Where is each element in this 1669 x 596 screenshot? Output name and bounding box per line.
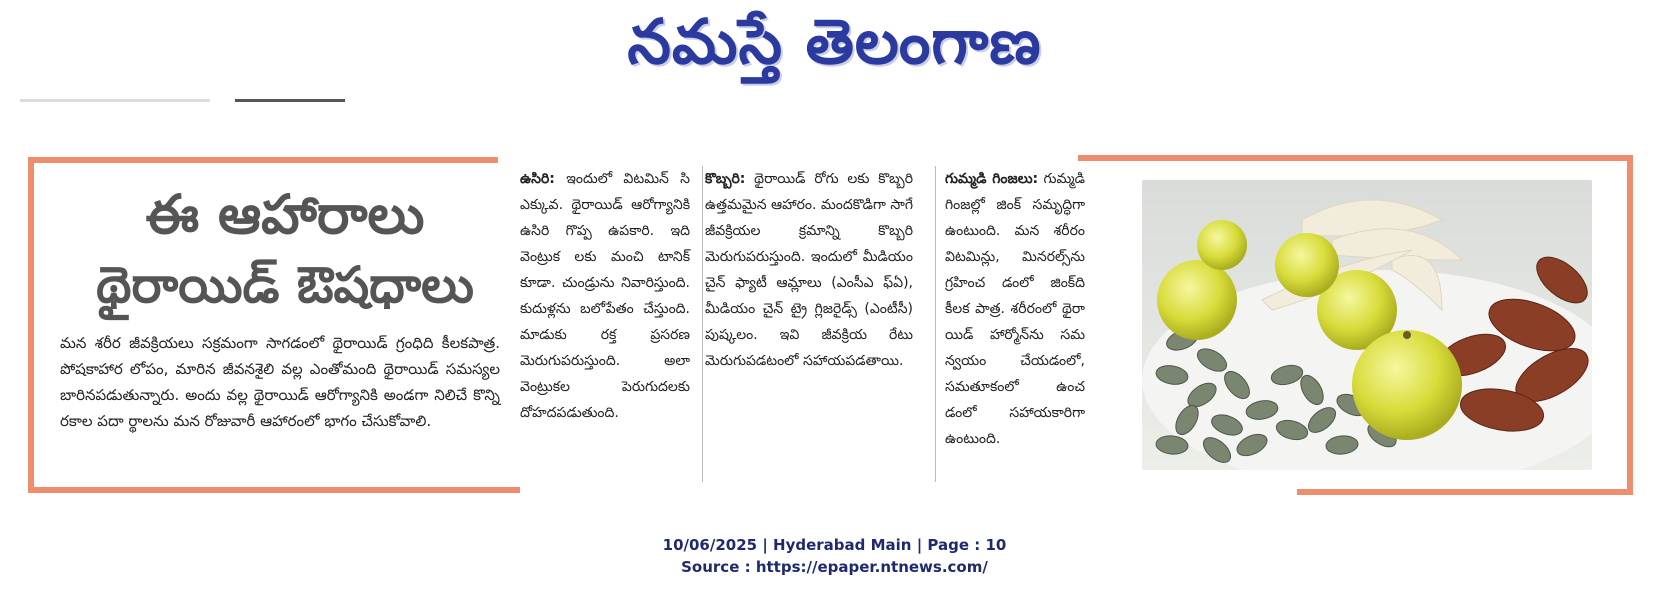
headline-line-2: థైరాయిడ్ ఔషధాలు — [96, 256, 474, 314]
frame-border-bottom-left — [28, 487, 520, 493]
frame-border-right — [1627, 155, 1633, 495]
column-amla-heading: ఉసిరి: — [520, 171, 555, 187]
cropped-text-strip — [20, 96, 1640, 106]
frame-border-bottom-right — [1297, 489, 1633, 495]
column-divider — [702, 166, 703, 482]
column-coconut-body: థైరాయిడ్ రోగు లకు కొబ్బరి ఉత్తమమైన ఆహారం. మందకొడిగా సాగే జీవక్రియల క్రమాన్ని కొబ్బరి మెరుగుపరుస్తుంది. ఇందులో మీడియం చైన్ ఫ్యాటీ ఆమ్లాలు (ఎంసీఎ ఫ్ఏ), మీడియం చైన్ ట్రై గ్లిజరైడ్స్ (ఎంటీసీ) పుష్కలం. ఇవి జీవక్రియ రేటు మెరుగుపడటంలో సహాయపడతాయి. — [705, 171, 913, 369]
column-amla-body: ఇందులో విటమిన్ సి ఎక్కువ. థైరాయిడ్ ఆరోగ్యానికి ఉసిరి గొప్ప ఉపకారి. ఇది వెంట్రుక లకు మంచి టానిక్ కూడా. చుండ్రును నివారిస్తుంది. కుదుళ్లను బలోపేతం చేస్తుంది. మాడుకు రక్త ప్రసరణ మెరుగుపరుస్తుంది. అలా వెంట్రుకల పెరుగుదలకు దోహదపడుతుంది. — [520, 171, 690, 421]
column-pumpkin-seeds — [945, 166, 1085, 452]
column-coconut-heading: కొబ్బరి: — [705, 171, 746, 187]
frame-border-top-left — [28, 157, 498, 163]
column-coconut — [705, 166, 913, 374]
column-pumpkin-seeds-heading: గుమ్మడి గింజలు: — [945, 171, 1039, 187]
frame-border-top-right — [1078, 155, 1633, 161]
article-headline — [60, 180, 510, 320]
footer-edition-info: 10/06/2025 | Hyderabad Main | Page : 10 — [662, 536, 1007, 554]
masthead-title: నమస్తే తెలంగాణ — [627, 5, 1042, 78]
column-divider — [935, 166, 936, 482]
column-amla — [520, 166, 690, 426]
headline-line-1: ఈ ఆహారాలు — [145, 183, 425, 246]
masthead — [0, 0, 1669, 90]
footer-source: Source : https://epaper.ntnews.com/ — [681, 558, 988, 576]
column-pumpkin-seeds-body: గుమ్మడి గింజల్లో జింక్ సమృద్ధిగా ఉంటుంది. మన శరీరం విటమిన్లు, మినరల్స్‌ను గ్రహించ డంలో జింక్‌ది కీలక పాత్ర. శరీరంలో థైరా యిడ్ హార్మోన్‌ను సమ న్వయం చేయడంలో, సమతూకంలో ఉంచ డంలో సహాయకారిగా ఉంటుంది. — [945, 171, 1085, 447]
article-intro: మన శరీర జీవక్రియలు సక్రమంగా సాగడంలో థైరాయిడ్ గ్రంధిది కీలకపాత్ర. పోషకాహార లోపం, మారిన జీవనశైలి వల్ల ఎంతోమంది థైరాయిడ్ సమస్యల బారినపడుతున్నారు. అందు వల్ల థైరాయిడ్ ఆరోగ్యానికి అండగా నిలిచే కొన్ని రకాల పదా ర్థాలను మన రోజువారీ ఆహారంలో భాగం చేసుకోవాలి. — [60, 334, 500, 430]
food-photo — [1142, 180, 1592, 470]
frame-border-left — [28, 157, 34, 493]
